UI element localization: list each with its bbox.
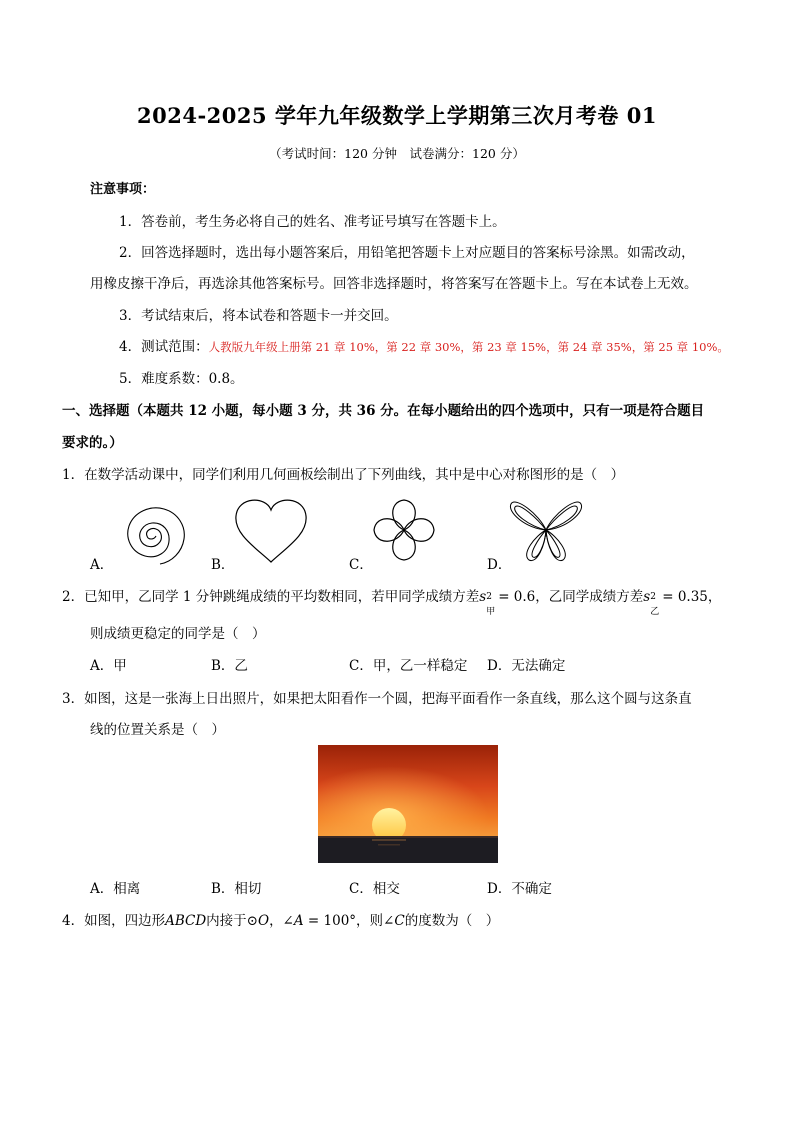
question-1-stem: 1．在数学活动课中，同学们利用几何画板绘制出了下列曲线，其中是中心对称图形的是（ ） xyxy=(62,467,625,483)
q3-option-b: B．相切 xyxy=(211,881,262,897)
notice-item-1: 1．答卷前，考生务必将自己的姓名、准考证号填写在答题卡上。 xyxy=(119,214,506,230)
q4-angle-c: C xyxy=(394,913,405,929)
page-title: 2024-2025 学年九年级数学上学期第三次月考卷 01 xyxy=(137,103,657,128)
q4-stem-part-d: = 100°，则∠ xyxy=(303,913,395,929)
q2-variance-b: = 0.35 xyxy=(662,589,708,605)
q4-stem-part-c: ，∠ xyxy=(269,913,294,929)
q2-stem-part-a: 2．已知甲，乙同学 1 分钟跳绳成绩的平均数相同，若甲同学成绩方差 xyxy=(62,589,480,605)
question-3-stem: 3．如图，这是一张海上日出照片，如果把太阳看作一个圆，把海平面看作一条直线，那么这个圆与这条直 xyxy=(62,691,692,707)
question-4-stem xyxy=(62,909,499,929)
variance-symbol: s xyxy=(479,589,487,605)
spiral-icon xyxy=(112,494,192,566)
question-3-stem-2: 线的位置关系是（ ） xyxy=(90,722,225,738)
butterfly-icon xyxy=(505,494,587,566)
q4-stem-part-b: 内接于⊙ xyxy=(206,913,258,929)
q4-circle-o: O xyxy=(257,913,270,929)
notice-item-2b: 用橡皮擦干净后，再选涂其他答案标号。回答非选择题时，将答案写在答题卡上。写在本试卷上无效。 xyxy=(90,276,698,292)
q2-option-d: D．无法确定 xyxy=(487,658,566,674)
q1-option-c: C． xyxy=(349,557,373,573)
q2-stem-part-b: ，乙同学成绩方差 xyxy=(535,589,644,605)
variance-symbol: s xyxy=(643,589,651,605)
section-heading-line1: 一、选择题（本题共 12 小题，每小题 3 分，共 36 分。在每小题给出的四个选项中，只有一项是符合题目 xyxy=(62,403,705,419)
q1-option-b: B． xyxy=(211,557,235,573)
section-heading-line2: 要求的。） xyxy=(62,435,123,451)
q1-option-a: A． xyxy=(90,557,114,573)
q3-option-a: A．相离 xyxy=(90,881,141,897)
notice-item-4 xyxy=(119,335,729,355)
q3-option-c: C．相交 xyxy=(349,881,400,897)
q2-stem-part-c: ， xyxy=(707,589,722,605)
q2-option-b: B．乙 xyxy=(211,658,248,674)
notice-heading: 注意事项： xyxy=(90,182,156,197)
notice-item-4-prefix: 4．测试范围： xyxy=(119,339,209,355)
q2-sub-a: 甲 xyxy=(486,607,496,617)
q4-stem-part-a: 4．如图，四边形 xyxy=(62,913,166,929)
notice-item-5: 5．难度系数：0.8。 xyxy=(119,371,244,387)
q2-sub-b: 乙 xyxy=(650,607,660,617)
four-leaf-icon xyxy=(368,494,440,566)
q2-option-a: A．甲 xyxy=(90,658,127,674)
q4-quadrilateral: ABCD xyxy=(165,913,207,929)
q2-option-c: C．甲，乙一样稳定 xyxy=(349,658,468,674)
question-2-stem-2: 则成绩更稳定的同学是（ ） xyxy=(90,626,266,642)
exam-info: （考试时间：120 分钟 试卷满分：120 分） xyxy=(269,146,525,161)
question-2-stem: 2．已知甲，乙同学 1 分钟跳绳成绩的平均数相同，若甲同学成绩方差s 2 甲 = 0.6，乙同学成绩方差s 2 乙 = 0.35， xyxy=(62,589,722,617)
notice-item-3: 3．考试结束后，将本试卷和答题卡一并交回。 xyxy=(119,308,398,324)
q4-angle-a: A xyxy=(293,913,304,929)
notice-item-2a: 2．回答选择题时，选出每小题答案后，用铅笔把答题卡上对应题目的答案标号涂黑。如需改动， xyxy=(119,245,695,261)
q2-variance-a: = 0.6 xyxy=(498,589,536,605)
q3-option-d: D．不确定 xyxy=(487,881,552,897)
q1-option-d: D． xyxy=(487,557,512,573)
heart-icon xyxy=(230,494,312,566)
sunset-photo xyxy=(318,745,498,863)
q4-stem-part-e: 的度数为（ ） xyxy=(404,913,500,929)
test-scope: 人教版九年级上册第 21 章 10%，第 22 章 30%，第 23 章 15%，第 24 章 35%，第 25 章 10%。 xyxy=(208,340,729,354)
